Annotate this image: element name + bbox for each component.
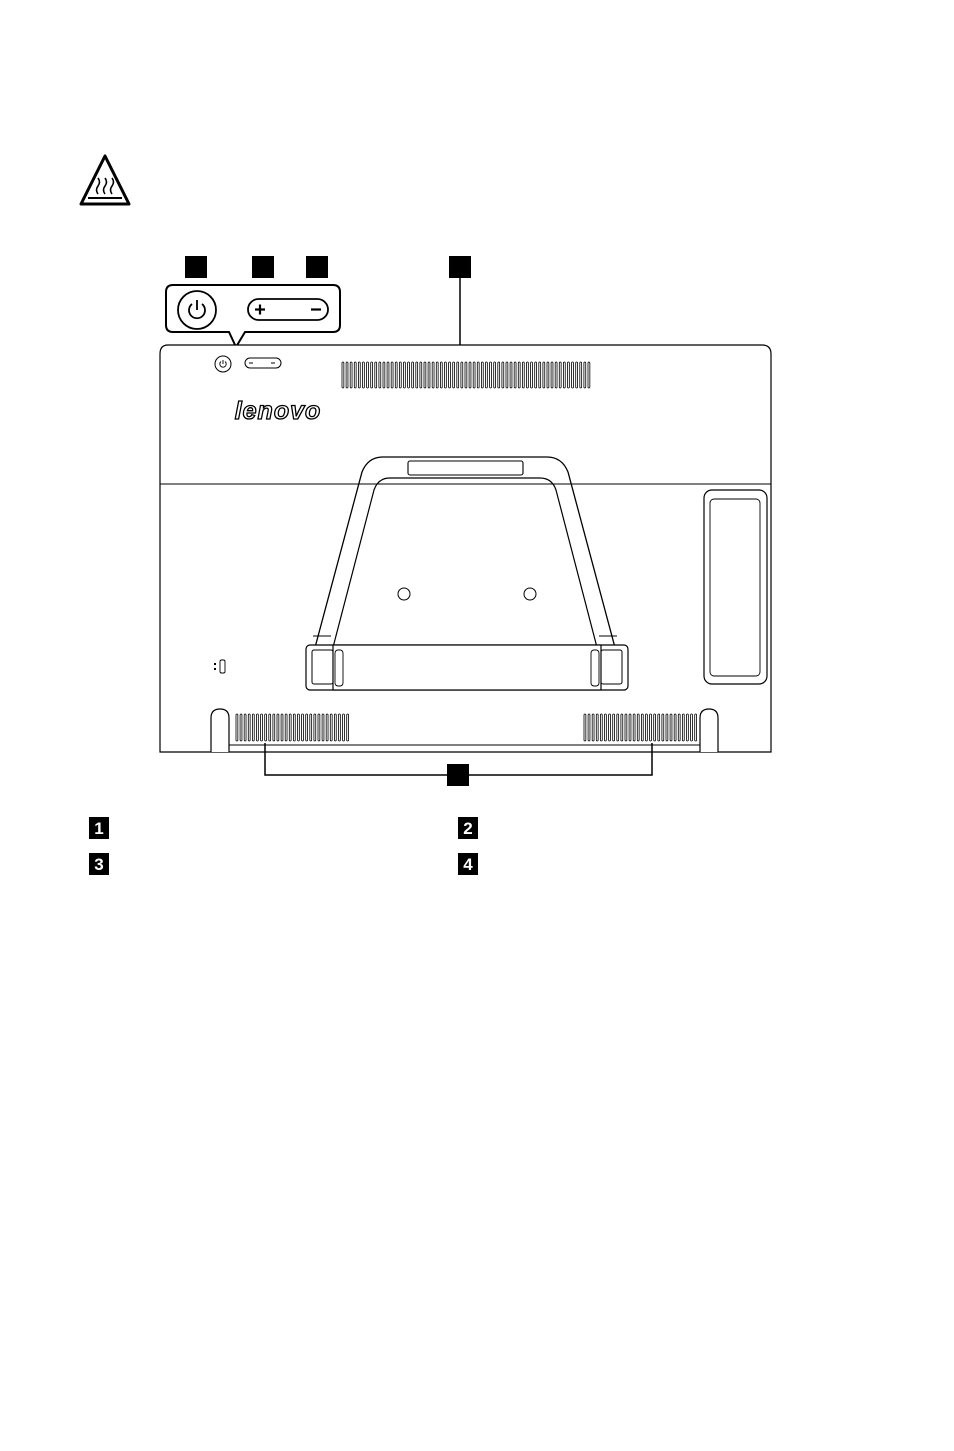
vent-slot <box>248 714 250 741</box>
vent-slot <box>436 362 438 388</box>
vent-slot <box>318 714 320 741</box>
vent-slot <box>302 714 304 741</box>
vent-slot <box>440 362 442 388</box>
stand-handle-slot <box>408 461 523 475</box>
vent-slot <box>674 714 676 741</box>
vent-slot <box>588 714 590 741</box>
volume-rocker <box>245 358 281 368</box>
vent-slot <box>613 714 615 741</box>
vent-slot <box>666 714 668 741</box>
vent-slot <box>527 362 529 388</box>
vent-slot <box>236 714 238 741</box>
vent-slot <box>629 714 631 741</box>
top-vent <box>341 361 593 389</box>
vent-slot <box>543 362 545 388</box>
vent-slot <box>404 362 406 388</box>
vent-slot <box>257 714 259 741</box>
vent-slot <box>367 362 369 388</box>
vent-slot <box>637 714 639 741</box>
vent-slot <box>555 362 557 388</box>
vent-slot <box>412 362 414 388</box>
vent-slot <box>343 714 345 741</box>
vent-slot <box>298 714 300 741</box>
vent-slot <box>691 714 693 741</box>
vent-slot <box>277 714 279 741</box>
vent-slot <box>572 362 574 388</box>
vent-slot <box>535 362 537 388</box>
vent-slot <box>416 362 418 388</box>
legend-number-box: 3 <box>89 853 109 875</box>
vent-slot <box>350 362 352 388</box>
vent-slot <box>510 362 512 388</box>
vent-slot <box>375 362 377 388</box>
vent-slot <box>387 362 389 388</box>
vent-slot <box>678 714 680 741</box>
volume-rocker-zoomed <box>248 299 328 320</box>
vent-slot <box>358 362 360 388</box>
vent-slot <box>379 362 381 388</box>
power-button-zoomed <box>178 291 216 329</box>
vent-slot <box>600 714 602 741</box>
vent-slot <box>306 714 308 741</box>
vent-slot <box>584 362 586 388</box>
vent-slot <box>457 362 459 388</box>
vent-slot <box>621 714 623 741</box>
vent-slot <box>490 362 492 388</box>
vent-slot <box>576 362 578 388</box>
vent-slot <box>617 714 619 741</box>
vent-slot <box>502 362 504 388</box>
vent-slot <box>547 362 549 388</box>
vent-slot <box>518 362 520 388</box>
vent-slot <box>662 714 664 741</box>
vent-slot <box>654 714 656 741</box>
legend-item-3 <box>89 853 121 875</box>
vent-slot <box>588 362 590 388</box>
vent-slot <box>347 714 349 741</box>
vent-slot <box>371 362 373 388</box>
controls-zoom-callout <box>166 285 340 347</box>
vent-slot <box>449 362 451 388</box>
vent-slot <box>399 362 401 388</box>
vent-slot <box>395 362 397 388</box>
vent-slot <box>687 714 689 741</box>
vent-slot <box>596 714 598 741</box>
lenovo-logo: lenovo <box>234 397 322 425</box>
vent-slot <box>363 362 365 388</box>
legend-item-1 <box>89 817 121 839</box>
vent-slot <box>633 714 635 741</box>
vent-slot <box>522 362 524 388</box>
vent-slot <box>609 714 611 741</box>
callout-marker-bottom-vents <box>447 764 469 786</box>
vent-slot <box>465 362 467 388</box>
vent-slot <box>285 714 287 741</box>
vent-slot <box>682 714 684 741</box>
vent-slot <box>506 362 508 388</box>
vent-slot <box>293 714 295 741</box>
vent-slot <box>584 714 586 741</box>
vent-slot <box>461 362 463 388</box>
legend-number-box: 4 <box>458 853 478 875</box>
vent-slot <box>265 714 267 741</box>
stand-screw-left <box>398 588 410 600</box>
vent-slot <box>281 714 283 741</box>
top-vent-slots <box>342 362 590 388</box>
vent-slot <box>477 362 479 388</box>
vent-slot <box>408 362 410 388</box>
power-button <box>215 356 231 372</box>
vent-slot <box>605 714 607 741</box>
vent-slot <box>432 362 434 388</box>
vent-slot <box>346 362 348 388</box>
callout-marker-top-vent <box>449 256 471 278</box>
vent-slot <box>240 714 242 741</box>
vent-slot <box>670 714 672 741</box>
vent-slot <box>625 714 627 741</box>
vent-slot <box>326 714 328 741</box>
vent-slot <box>481 362 483 388</box>
vent-slot <box>342 362 344 388</box>
side-compartment <box>704 490 767 684</box>
legend-item-2 <box>458 817 490 839</box>
vent-slot <box>391 362 393 388</box>
vent-slot <box>322 714 324 741</box>
vent-slot <box>269 714 271 741</box>
vent-slot <box>273 714 275 741</box>
vent-slot <box>563 362 565 388</box>
vent-slot <box>650 714 652 741</box>
vent-slot <box>473 362 475 388</box>
legend-number-box: 2 <box>458 817 478 839</box>
vent-slot <box>658 714 660 741</box>
callout-marker-power <box>185 256 207 278</box>
vent-slot <box>428 362 430 388</box>
legend-number-box: 1 <box>89 817 109 839</box>
vent-slot <box>420 362 422 388</box>
callout-marker-volume-up <box>252 256 274 278</box>
vent-slot <box>330 714 332 741</box>
vent-slot <box>514 362 516 388</box>
vent-slot <box>695 714 697 741</box>
vent-slot <box>314 714 316 741</box>
vent-slot <box>289 714 291 741</box>
vent-slot <box>424 362 426 388</box>
vent-slot <box>383 362 385 388</box>
hot-surface-warning-icon <box>81 156 129 204</box>
vent-slot <box>551 362 553 388</box>
vent-slot <box>469 362 471 388</box>
vent-slot <box>252 714 254 741</box>
vent-slot <box>559 362 561 388</box>
vent-slot <box>453 362 455 388</box>
vent-slot <box>334 714 336 741</box>
vent-slot <box>646 714 648 741</box>
vent-slot <box>486 362 488 388</box>
vent-slot <box>244 714 246 741</box>
vent-slot <box>641 714 643 741</box>
vent-slot <box>539 362 541 388</box>
vent-slot <box>592 714 594 741</box>
vent-slot <box>494 362 496 388</box>
vent-slot <box>498 362 500 388</box>
vent-slot <box>531 362 533 388</box>
vent-slot <box>568 362 570 388</box>
vent-slot <box>445 362 447 388</box>
stand-screw-right <box>524 588 536 600</box>
callout-marker-volume-down <box>306 256 328 278</box>
vent-slot <box>310 714 312 741</box>
vent-slot <box>261 714 263 741</box>
vent-slot <box>580 362 582 388</box>
vent-slot <box>339 714 341 741</box>
legend-item-4 <box>458 853 490 875</box>
vent-slot <box>354 362 356 388</box>
